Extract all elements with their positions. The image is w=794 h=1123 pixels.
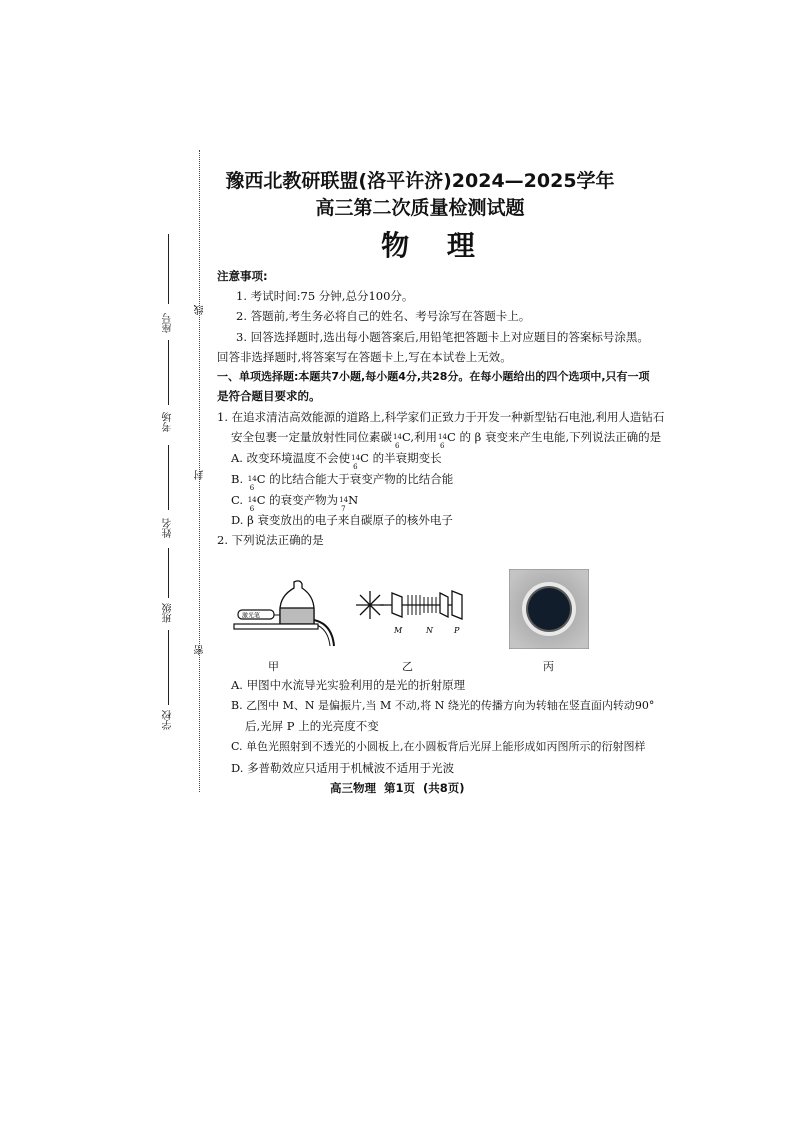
page-footer: 高三物理 第1页 (共8页) — [330, 781, 465, 795]
section-heading: 一、单项选择题:本题共7小题,每小题4分,共28分。在每小题给出的四个选项中,只有一项 — [217, 370, 650, 383]
q2-option-b-line2: 后,光屏 P 上的光亮度不变 — [245, 719, 379, 733]
figure-caption-yi: 乙 — [402, 660, 413, 673]
field-line-seat — [168, 234, 169, 304]
field-label-room: 考场 — [163, 412, 174, 432]
field-line-name — [168, 445, 169, 510]
field-label-school: 学校 — [163, 710, 174, 730]
notice-item-3-cont: 回答非选择题时,将答案写在答题卡上,写在本试卷上无效。 — [217, 350, 512, 364]
field-line-class — [168, 548, 169, 598]
light-source-icon — [356, 591, 384, 619]
exam-title: 豫西北教研联盟(洛平许济)2024—2025学年 — [225, 170, 615, 192]
q2-option-b-line1: B. 乙图中 M、N 是偏振片,当 M 不动,将 N 绕光的传播方向为转轴在竖直面内转动90° — [231, 699, 655, 712]
q2-option-a: A. 甲图中水流导光实验利用的是光的折射原理 — [231, 678, 466, 692]
polarizer-m — [392, 593, 402, 617]
bottle-illustration — [280, 581, 334, 646]
figure-caption-jia: 甲 — [268, 660, 279, 673]
margin-mark-feng: 封 — [195, 470, 206, 480]
field-label-seat: 座号 — [163, 313, 174, 333]
notice-item-2: 2. 答题前,考生务必将自己的姓名、考号涂写在答题卡上。 — [236, 309, 531, 323]
field-line-room — [168, 340, 169, 405]
screen-p — [452, 591, 462, 619]
q1-option-d: D. β 衰变放出的电子来自碳原子的核外电子 — [231, 513, 453, 527]
figure-caption-bing: 丙 — [543, 660, 554, 673]
section-heading-cont: 是符合题目要求的。 — [217, 389, 321, 403]
exam-subtitle: 高三第二次质量检测试题 — [315, 197, 525, 219]
notice-heading: 注意事项: — [217, 269, 268, 283]
q1-stem-line1: 1. 在追求清洁高效能源的道路上,科学家们正致力于开发一种新型钻石电池,利用人造钻石 — [217, 410, 665, 424]
field-line-school — [168, 630, 169, 705]
figure-bing — [509, 569, 589, 649]
notice-item-1: 1. 考试时间:75 分钟,总分100分。 — [236, 289, 414, 303]
q1-option-b: B. 14 6 C 的比结合能大于衰变产物的比结合能 — [231, 472, 454, 492]
q2-stem: 2. 下列说法正确的是 — [217, 533, 324, 547]
figure-yi — [352, 585, 472, 640]
margin-mark-xian: 线 — [195, 305, 206, 315]
diffraction-dark-disc — [528, 588, 570, 630]
q1-option-a: A. 改变环境温度不会使 14 6 C 的半衰期变长 — [231, 451, 442, 471]
label-n: N — [426, 626, 433, 635]
subject-title: 物 理 — [381, 229, 489, 262]
field-label-class: 班级 — [163, 603, 174, 623]
laser-pen-label: 激光笔 — [242, 612, 261, 620]
q1-stem-line2: 安全包裹一定量放射性同位素碳 14 6 C,利用 14 6 C 的 β 衰变来产生电能,下列说法正确的是 — [231, 430, 662, 450]
figure-jia — [228, 578, 338, 648]
label-p: P — [454, 626, 460, 635]
margin-mark-mi: 密 — [195, 645, 206, 655]
q2-option-d: D. 多普勒效应只适用于机械波不适用于光波 — [231, 761, 455, 775]
notice-item-3: 3. 回答选择题时,选出每小题答案后,用铅笔把答题卡上对应题目的答案标号涂黑。 — [236, 330, 649, 344]
field-label-name: 姓名 — [163, 518, 174, 538]
q2-option-c: C. 单色光照射到不透光的小圆板上,在小圆板背后光屏上能形成如丙图所示的衍射图样 — [231, 740, 646, 753]
polarizer-n — [440, 593, 448, 617]
table-stand — [234, 624, 318, 629]
label-m: M — [394, 626, 403, 635]
q1-option-c: C. 14 6 C 的衰变产物为 14 7 N — [231, 493, 359, 513]
